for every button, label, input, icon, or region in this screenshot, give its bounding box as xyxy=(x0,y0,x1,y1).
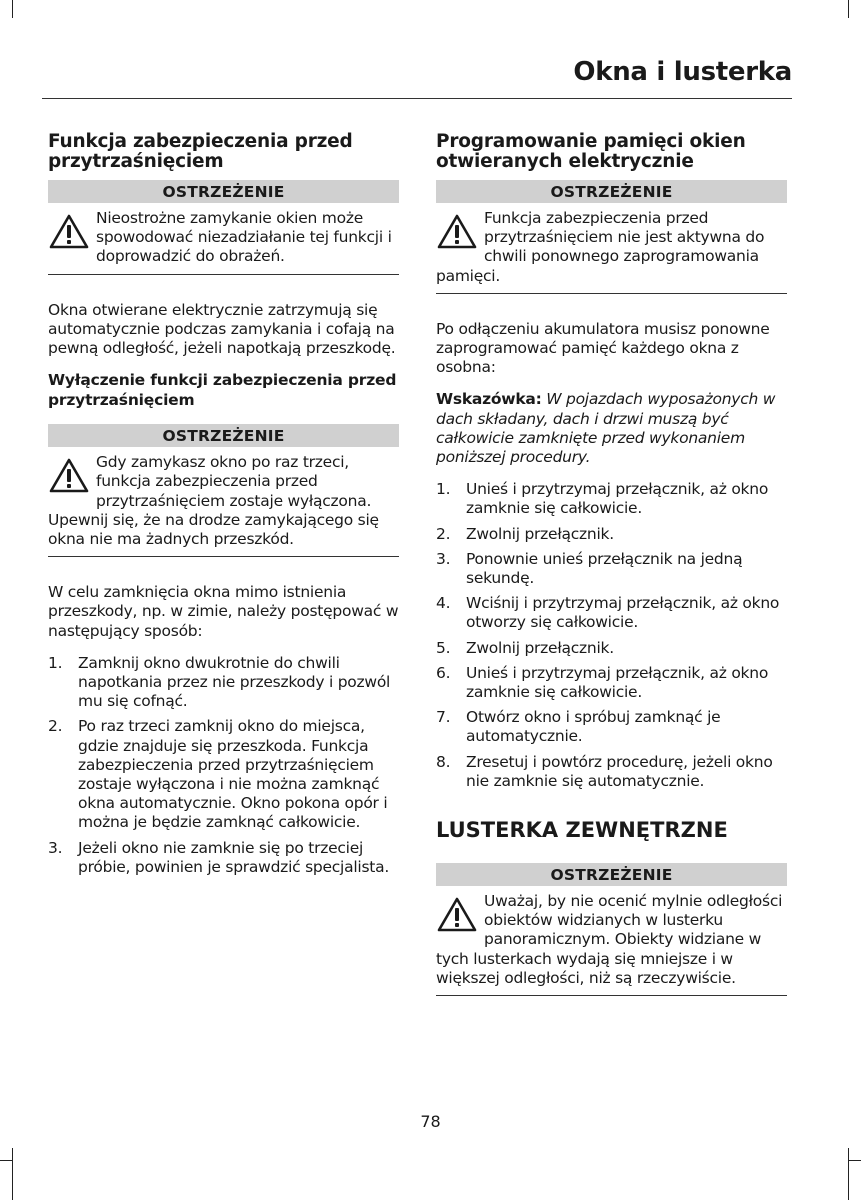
warning-label: OSTRZEŻENIE xyxy=(48,180,399,203)
note-text: W pojazdach wyposażonych w dach składany, dach i drzwi muszą być całkowicie zamknięte przed wykonaniem poniższej procedury. xyxy=(436,390,776,467)
warning-triangle-icon xyxy=(48,213,90,251)
note-paragraph xyxy=(436,390,787,467)
list-item xyxy=(436,753,787,791)
list-item xyxy=(48,839,399,877)
heading-memory-programming: Programowanie pamięci okien otwieranych elektrycznie xyxy=(436,131,746,172)
step-number: 5. xyxy=(436,638,451,657)
list-item xyxy=(436,639,787,658)
step-text: Unieś i przytrzymaj przełącznik, aż okno zamknie się całkowicie. xyxy=(466,480,769,518)
step-text: Unieś i przytrzymaj przełącznik, aż okno zamknie się całkowicie. xyxy=(466,663,769,702)
step-text: Zamknij okno dwukrotnie do chwili napotkania przez nie przeszkody i pozwól mu się cofnąć. xyxy=(78,653,391,711)
step-number: 8. xyxy=(436,752,451,771)
section-title-mirrors: LUSTERKA ZEWNĘTRZNE xyxy=(436,818,728,843)
warning-text: Uważaj, by nie ocenić mylnie odległości obiektów widzianych w lusterku panoramicznym. Obiekty widziane w tych lusterkach wydają się mniejsze i w większej odległości, niż są rzeczywiście. xyxy=(436,892,783,987)
list-item xyxy=(436,594,787,632)
step-number: 2. xyxy=(48,717,63,736)
step-text: Jeżeli okno nie zamknie się po trzeciej próbie, powinien je sprawdzić specjalista. xyxy=(78,838,390,876)
warning-box xyxy=(48,424,399,557)
list-item xyxy=(48,717,399,832)
crop-mark-bottom-right-v xyxy=(848,1148,849,1200)
list-item xyxy=(436,550,787,588)
warning-box xyxy=(436,863,787,996)
list-item xyxy=(436,525,787,544)
steps-list xyxy=(436,480,787,791)
list-item xyxy=(48,654,399,712)
page-title: Okna i lusterka xyxy=(573,57,792,87)
crop-mark-top-left-v xyxy=(12,0,13,18)
warning-body xyxy=(436,886,787,996)
paragraph: Po odłączeniu akumulatora musisz ponowne zaprogramować pamięć każdego okna z osobna: xyxy=(436,319,770,377)
warning-triangle-icon xyxy=(48,457,90,495)
step-number: 2. xyxy=(436,524,451,543)
warning-body xyxy=(436,203,787,294)
step-text: Wciśnij i przytrzymaj przełącznik, aż okno otworzy się całkowicie. xyxy=(466,594,780,632)
crop-mark-bottom-right-h xyxy=(849,1160,861,1161)
step-number: 7. xyxy=(436,708,451,727)
step-text: Zwolnij przełącznik. xyxy=(466,638,614,657)
step-number: 6. xyxy=(436,663,451,682)
note-label: Wskazówka: xyxy=(436,390,542,409)
warning-triangle-icon xyxy=(436,896,478,934)
steps-list xyxy=(48,654,399,877)
step-number: 4. xyxy=(436,594,451,613)
subheading-disable-anti-pinch: Wyłączenie funkcji zabezpieczenia przed przytrzaśnięciem xyxy=(48,371,397,409)
crop-mark-bottom-left-v xyxy=(12,1148,13,1200)
step-text: Zresetuj i powtórz procedurę, jeżeli okno nie zamknie się automatycznie. xyxy=(466,752,773,790)
step-number: 3. xyxy=(436,549,451,568)
warning-text: Gdy zamykasz okno po raz trzeci, funkcja zabezpieczenia przed przytrzaśnięciem zostaje wyłączona. Upewnij się, że na drodze zamykającego się okna nie ma żadnych przeszkód. xyxy=(48,453,379,549)
step-text: Po raz trzeci zamknij okno do miejsca, gdzie znajduje się przeszkoda. Funkcja zabezpieczenia przed przytrzaśnięciem zostaje wyłączona i nie można zamknąć okna automatycznie. Okno pokona opór i można je będzie zamknąć całkowicie. xyxy=(78,717,388,832)
warning-label: OSTRZEŻENIE xyxy=(436,180,787,203)
warning-triangle-icon xyxy=(436,213,478,251)
step-text: Ponownie unieś przełącznik na jedną sekundę. xyxy=(466,549,743,588)
warning-box xyxy=(436,180,787,294)
left-column xyxy=(48,132,399,883)
step-number: 1. xyxy=(48,653,63,672)
paragraph: Okna otwierane elektrycznie zatrzymują się automatycznie podczas zamykania i cofają na pewną odległość, jeżeli napotkają przeszkodę. xyxy=(48,300,396,358)
paragraph: W celu zamknięcia okna mimo istnienia przeszkody, np. w zimie, należy postępować w następujący sposób: xyxy=(48,583,399,640)
page-header xyxy=(42,52,792,99)
list-item xyxy=(436,708,787,746)
right-column xyxy=(436,132,787,1022)
warning-body xyxy=(48,447,399,557)
page-number: 78 xyxy=(420,1112,441,1131)
warning-label: OSTRZEŻENIE xyxy=(48,424,399,447)
crop-mark-bottom-left-h xyxy=(0,1160,12,1161)
crop-mark-top-right-v xyxy=(848,0,849,18)
list-item xyxy=(436,480,787,518)
list-item xyxy=(436,664,787,702)
step-text: Otwórz okno i spróbuj zamknąć je automatycznie. xyxy=(466,708,721,746)
step-number: 1. xyxy=(436,480,451,499)
warning-text: Funkcja zabezpieczenia przed przytrzaśnięciem nie jest aktywna do chwili ponownego zaprogramowania pamięci. xyxy=(436,209,765,285)
step-number: 3. xyxy=(48,838,63,857)
heading-anti-pinch: Funkcja zabezpieczenia przed przytrzaśnięciem xyxy=(48,131,353,172)
step-text: Zwolnij przełącznik. xyxy=(466,524,614,543)
warning-box xyxy=(48,180,399,275)
warning-label: OSTRZEŻENIE xyxy=(436,863,787,886)
warning-body xyxy=(48,203,399,275)
warning-text: Nieostrożne zamykanie okien może spowodować niezadziałanie tej funkcji i doprowadzić do obrażeń. xyxy=(96,209,392,266)
